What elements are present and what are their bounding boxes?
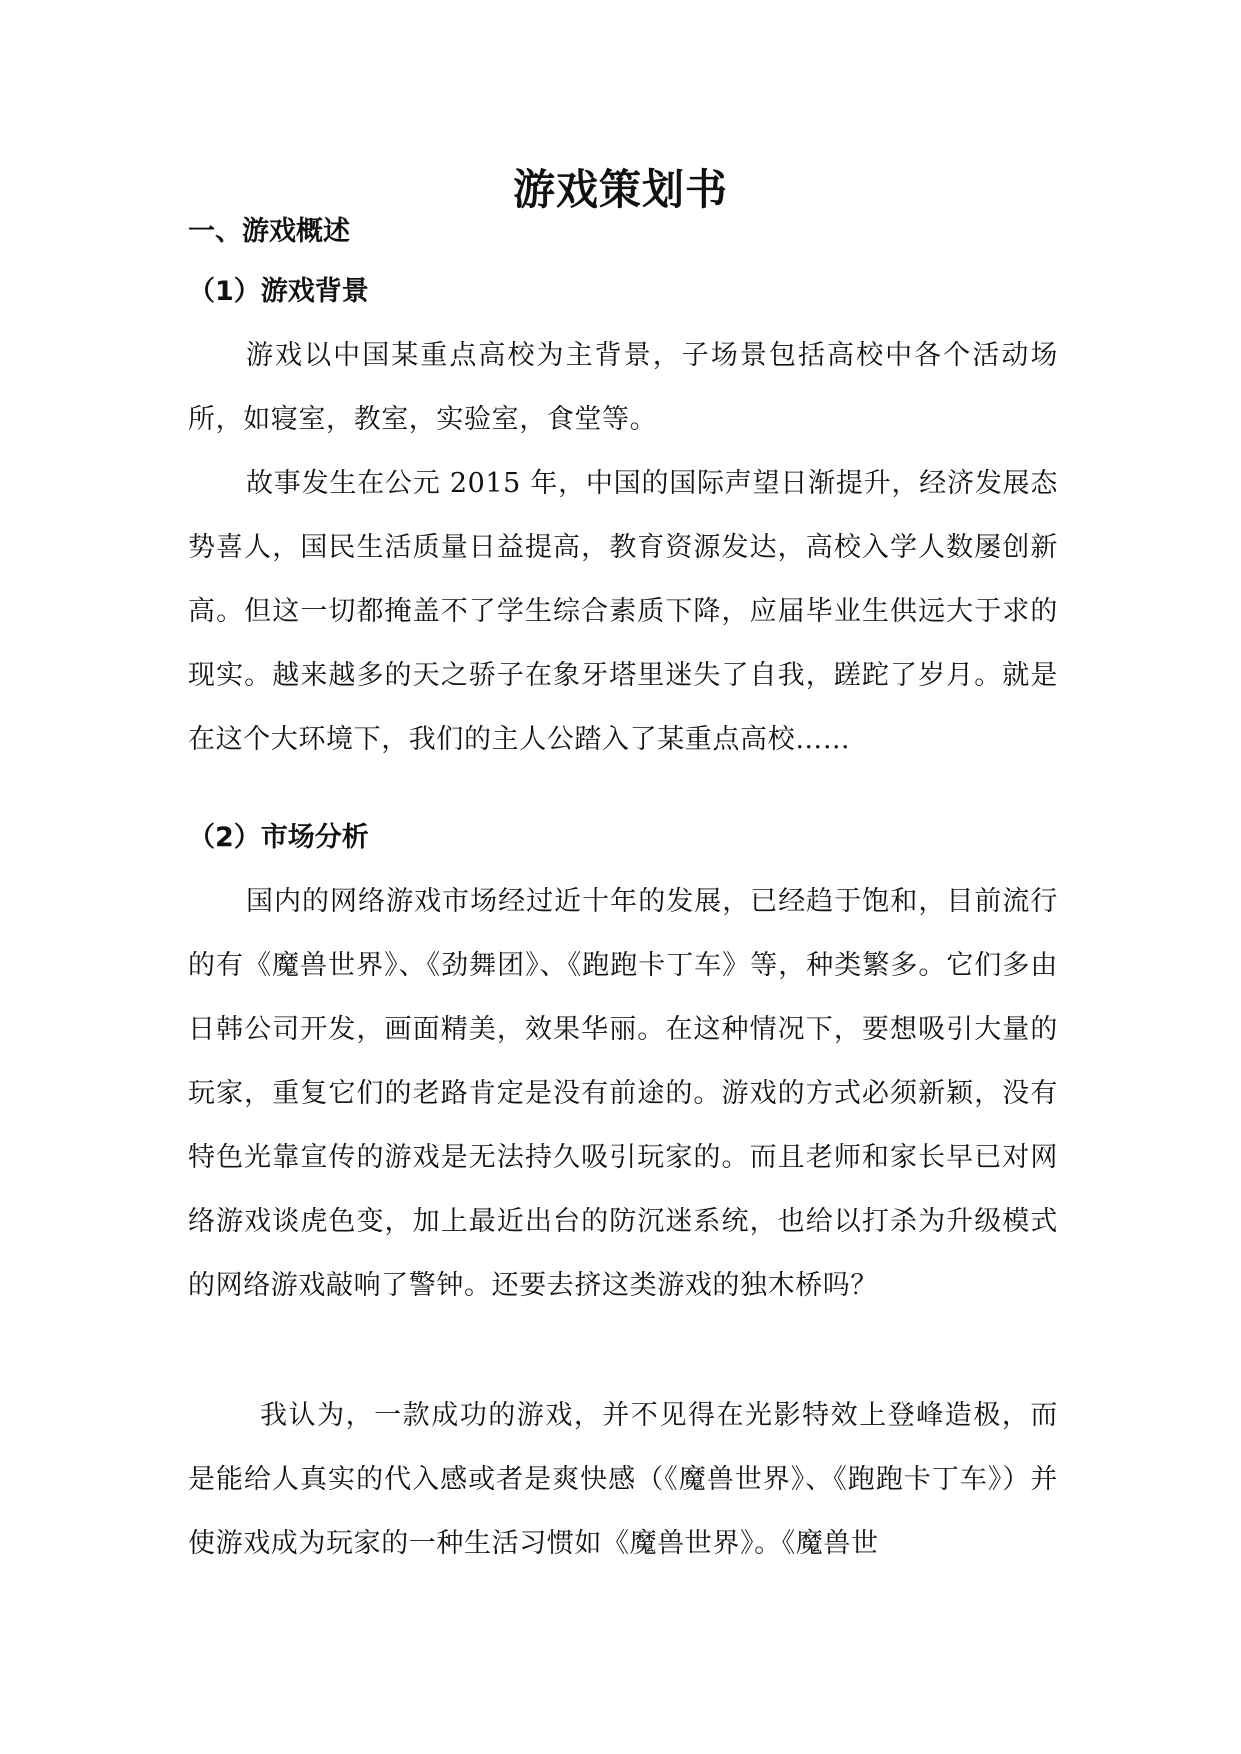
paragraph-market-analysis: 国内的网络游戏市场经过近十年的发展，已经趋于饱和，目前流行的有《魔兽世界》、《劲舞团》、《跑跑卡丁车》等，种类繁多。它们多由日韩公司开发，画面精美，效果华丽。在这种情况下，要想吸引大量的玩家，重复它们的老路肯定是没有前途的。游戏的方式必须新颖，没有特色光靠宣传的游戏是无法持久吸引玩家的。而且老师和家长早已对网络游戏谈虎色变，加上最近出台的防沉迷系统，也给以打杀为升级模式的网络游戏敲响了警钟。还要去挤这类游戏的独木桥吗？ bbox=[188, 886, 1058, 1301]
document-title: 游戏策划书 bbox=[512, 165, 728, 214]
paragraph-background-setting: 游戏以中国某重点高校为主背景，子场景包括高校中各个活动场所，如寝室，教室，实验室，食堂等。 bbox=[188, 340, 1058, 435]
subsection-heading-background: （1）游戏背景 bbox=[188, 276, 369, 307]
paragraph-successful-game-opinion: 我认为，一款成功的游戏，并不见得在光影特效上登峰造极，而是能给人真实的代入感或者是爽快感（《魔兽世界》、《跑跑卡丁车》）并使游戏成为玩家的一种生活习惯如《魔兽世界》。《魔兽世 bbox=[188, 1400, 1058, 1559]
paragraph-story-background: 故事发生在公元 2015 年，中国的国际声望日渐提升，经济发展态势喜人，国民生活质量日益提高，教育资源发达，高校入学人数屡创新高。但这一切都掩盖不了学生综合素质下降，应届毕业生供远大于求的现实。越来越多的天之骄子在象牙塔里迷失了自我，蹉跎了岁月。就是在这个大环境下，我们的主人公踏入了某重点高校…… bbox=[188, 468, 1058, 755]
section-heading-overview: 一、游戏概述 bbox=[188, 216, 350, 247]
subsection-heading-market-analysis: （2）市场分析 bbox=[188, 822, 369, 853]
